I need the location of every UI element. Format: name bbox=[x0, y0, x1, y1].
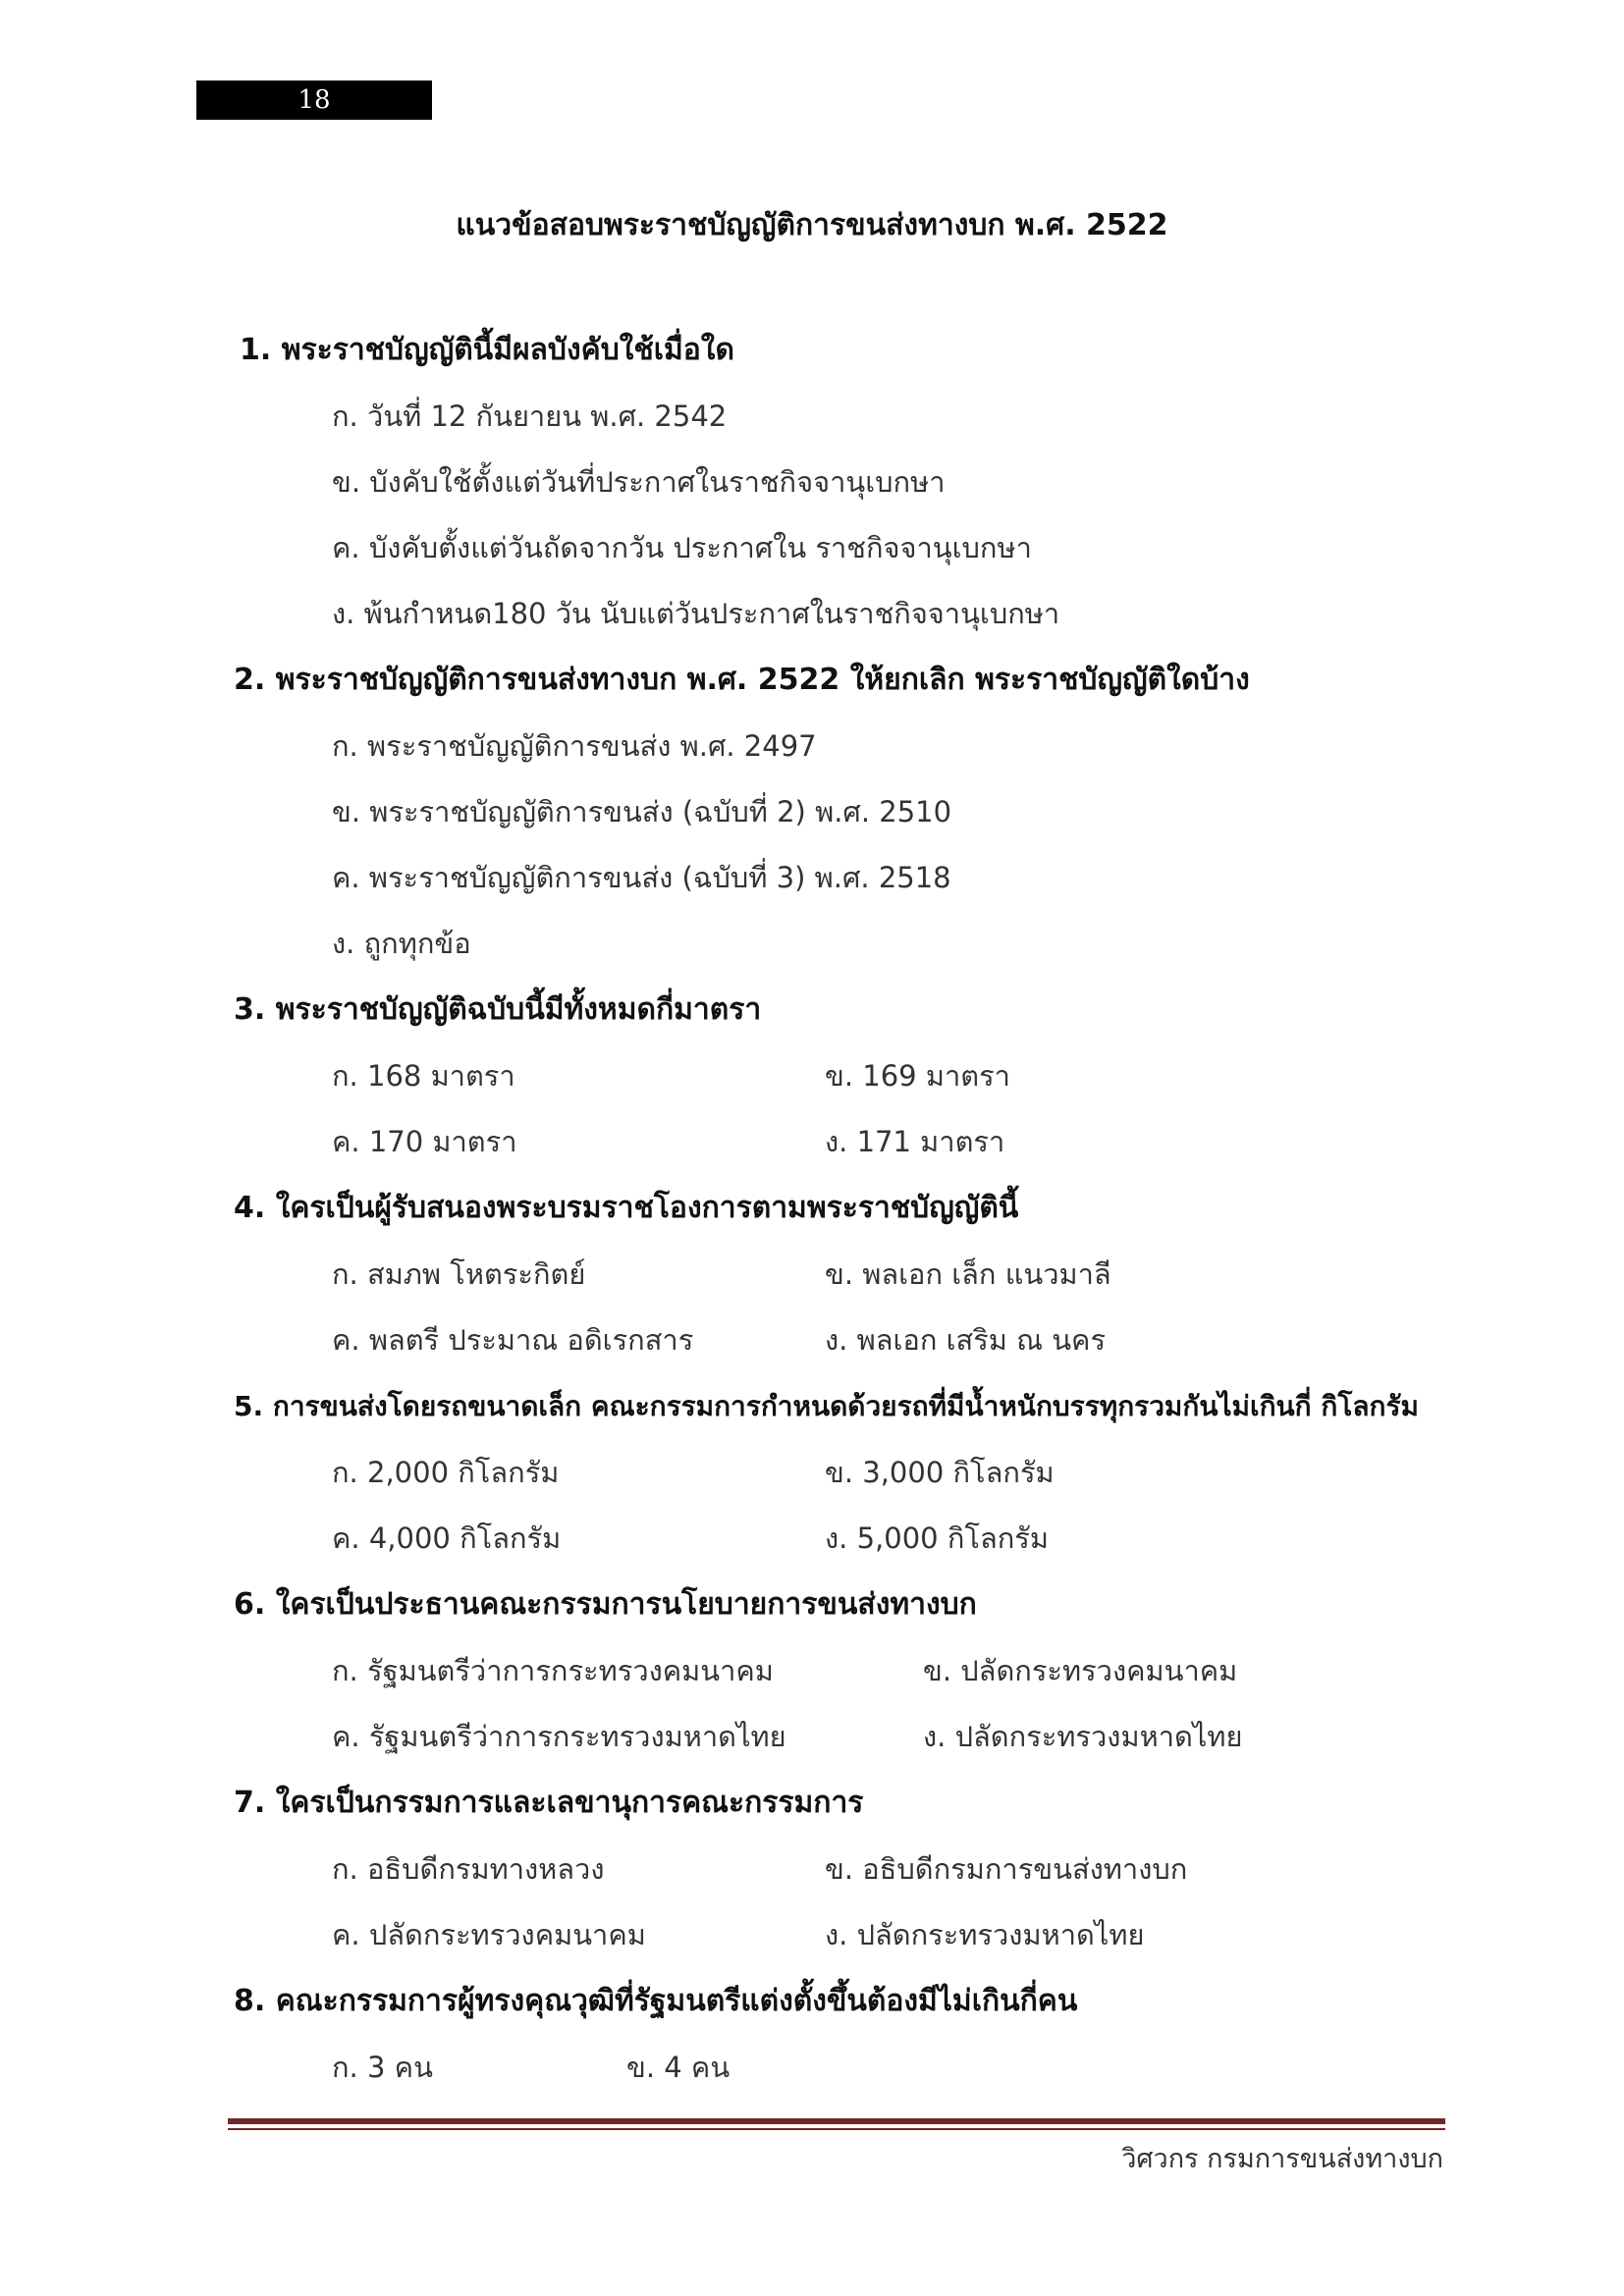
footer-divider-thin bbox=[228, 2128, 1445, 2130]
option-3d: ง. 171 มาตรา bbox=[825, 1125, 1005, 1158]
option-1c: ค. บังคับตั้งแต่วันถัดจากวัน ประกาศใน ราชกิจจานุเบกษา bbox=[332, 531, 1032, 564]
question-5: 5. การขนส่งโดยรถขนาดเล็ก คณะกรรมการกำหนดด้วยรถที่มีน้ำหนักบรรทุกรวมกันไม่เกินกี่ กิโลกรัม bbox=[234, 1390, 1419, 1422]
option-7c: ค. ปลัดกระทรวงคมนาคม bbox=[332, 1918, 646, 1951]
option-2c: ค. พระราชบัญญัติการขนส่ง (ฉบับที่ 3) พ.ศ. 2518 bbox=[332, 861, 951, 894]
option-1b: ข. บังคับใช้ตั้งแต่วันที่ประกาศในราชกิจจานุเบกษา bbox=[332, 465, 946, 499]
question-7: 7. ใครเป็นกรรมการและเลขานุการคณะกรรมการ bbox=[234, 1786, 864, 1820]
option-5d: ง. 5,000 กิโลกรัม bbox=[825, 1522, 1049, 1555]
option-6c: ค. รัฐมนตรีว่าการกระทรวงมหาดไทย bbox=[332, 1720, 786, 1753]
option-5b: ข. 3,000 กิโลกรัม bbox=[825, 1456, 1055, 1489]
question-4: 4. ใครเป็นผู้รับสนองพระบรมราชโองการตามพระราชบัญญัตินี้ bbox=[234, 1191, 1019, 1225]
option-2d: ง. ถูกทุกข้อ bbox=[332, 927, 471, 960]
option-1d: ง. พ้นกำหนด180 วัน นับแต่วันประกาศในราชกิจจานุเบกษา bbox=[332, 597, 1060, 630]
question-6: 6. ใครเป็นประธานคณะกรรมการนโยบายการขนส่งทางบก bbox=[234, 1587, 977, 1622]
option-4a: ก. สมภพ โหตระกิตย์ bbox=[332, 1257, 586, 1291]
question-1: 1. พระราชบัญญัตินี้มีผลบังคับใช้เมื่อใด bbox=[240, 333, 734, 367]
option-2a: ก. พระราชบัญญัติการขนส่ง พ.ศ. 2497 bbox=[332, 729, 817, 763]
question-2: 2. พระราชบัญญัติการขนส่งทางบก พ.ศ. 2522 ให้ยกเลิก พระราชบัญญัติใดบ้าง bbox=[234, 663, 1250, 697]
option-8b: ข. 4 คน bbox=[626, 2051, 731, 2084]
option-5a: ก. 2,000 กิโลกรัม bbox=[332, 1456, 560, 1489]
option-5c: ค. 4,000 กิโลกรัม bbox=[332, 1522, 562, 1555]
option-6d: ง. ปลัดกระทรวงมหาดไทย bbox=[923, 1720, 1243, 1753]
footer-text: วิศวกร กรมการขนส่งทางบก bbox=[1121, 2144, 1443, 2174]
option-6a: ก. รัฐมนตรีว่าการกระทรวงคมนาคม bbox=[332, 1654, 774, 1687]
option-6b: ข. ปลัดกระทรวงคมนาคม bbox=[923, 1654, 1238, 1687]
option-3b: ข. 169 มาตรา bbox=[825, 1059, 1010, 1093]
footer-divider bbox=[228, 2118, 1445, 2124]
option-8a: ก. 3 คน bbox=[332, 2051, 433, 2084]
option-2b: ข. พระราชบัญญัติการขนส่ง (ฉบับที่ 2) พ.ศ. 2510 bbox=[332, 795, 952, 828]
option-7b: ข. อธิบดีกรมการขนส่งทางบก bbox=[825, 1852, 1188, 1886]
option-7a: ก. อธิบดีกรมทางหลวง bbox=[332, 1852, 605, 1886]
option-4c: ค. พลตรี ประมาณ อดิเรกสาร bbox=[332, 1323, 694, 1357]
question-3: 3. พระราชบัญญัติฉบับนี้มีทั้งหมดกี่มาตรา bbox=[234, 992, 762, 1027]
option-1a: ก. วันที่ 12 กันยายน พ.ศ. 2542 bbox=[332, 400, 728, 433]
option-4d: ง. พลเอก เสริม ณ นคร bbox=[825, 1323, 1107, 1357]
option-7d: ง. ปลัดกระทรวงมหาดไทย bbox=[825, 1918, 1145, 1951]
question-8: 8. คณะกรรมการผู้ทรงคุณวุฒิที่รัฐมนตรีแต่งตั้งขึ้นต้องมีไม่เกินกี่คน bbox=[234, 1984, 1078, 2018]
option-3c: ค. 170 มาตรา bbox=[332, 1125, 517, 1158]
option-4b: ข. พลเอก เล็ก แนวมาลี bbox=[825, 1257, 1111, 1291]
page-number: 18 bbox=[196, 80, 432, 120]
page-title: แนวข้อสอบพระราชบัญญัติการขนส่งทางบก พ.ศ. 2522 bbox=[456, 208, 1168, 242]
option-3a: ก. 168 มาตรา bbox=[332, 1059, 515, 1093]
